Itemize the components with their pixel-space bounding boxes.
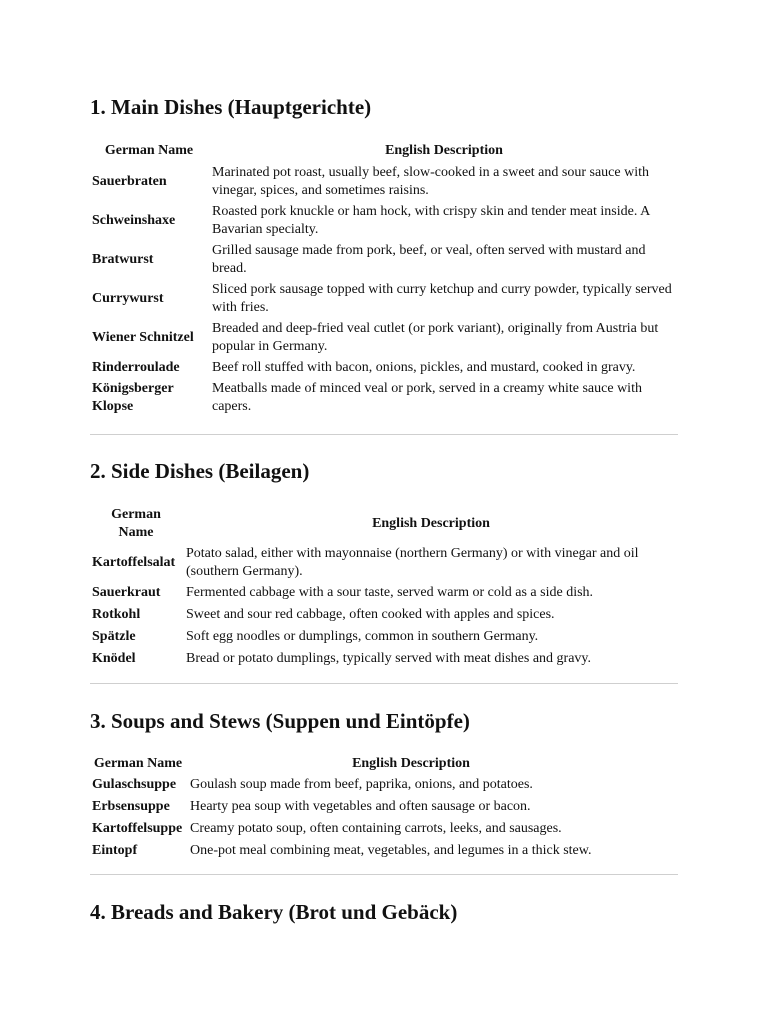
table-row bbox=[90, 378, 678, 417]
table-row bbox=[90, 648, 678, 670]
column-header-english-description: English Description bbox=[372, 516, 490, 531]
german-name-cell: Erbsensuppe bbox=[92, 799, 170, 814]
section-divider bbox=[90, 434, 678, 435]
column-header-german-name: German Name bbox=[111, 507, 161, 540]
description-cell: Roasted pork knuckle or ham hock, with crispy skin and tender meat inside. A Bavarian specialty. bbox=[212, 203, 650, 237]
description-cell: Soft egg noodles or dumplings, common in southern Germany. bbox=[186, 629, 539, 644]
table-row bbox=[90, 357, 678, 378]
description-cell: Sliced pork sausage topped with curry ketchup and curry powder, typically served with fries. bbox=[212, 281, 672, 315]
table-row bbox=[90, 840, 634, 862]
main-dishes-table bbox=[88, 140, 680, 417]
german-name-cell: Knödel bbox=[92, 651, 136, 666]
table-row bbox=[90, 318, 678, 357]
description-cell: Fermented cabbage with a sour taste, served warm or cold as a side dish. bbox=[186, 585, 594, 600]
section-heading-main-dishes: 1. Main Dishes (Hauptgerichte) bbox=[90, 95, 372, 119]
description-cell: Beef roll stuffed with bacon, onions, pickles, and mustard, cooked in gravy. bbox=[212, 359, 636, 375]
german-name-cell: Sauerbraten bbox=[92, 173, 167, 189]
german-name-cell: Kartoffelsuppe bbox=[92, 821, 183, 836]
column-header-english-description: English Description bbox=[385, 143, 503, 158]
description-cell: Hearty pea soup with vegetables and often sausage or bacon. bbox=[190, 799, 531, 814]
table-row bbox=[90, 543, 678, 582]
description-cell: Grilled sausage made from pork, beef, or veal, often served with mustard and bread. bbox=[212, 242, 646, 276]
table-row bbox=[90, 162, 678, 201]
description-cell: Marinated pot roast, usually beef, slow-cooked in a sweet and sour sauce with vinegar, spices, and sometimes raisins. bbox=[212, 164, 649, 198]
section-divider bbox=[90, 874, 678, 875]
section-heading-side-dishes: 2. Side Dishes (Beilagen) bbox=[90, 459, 310, 483]
section-divider bbox=[90, 683, 678, 684]
german-name-cell: Currywurst bbox=[92, 290, 164, 306]
german-name-cell: Bratwurst bbox=[92, 251, 154, 267]
german-name-cell: Kartoffelsalat bbox=[92, 554, 176, 570]
section-heading-breads-bakery: 4. Breads and Bakery (Brot und Gebäck) bbox=[90, 900, 458, 924]
german-name-cell: Eintopf bbox=[92, 843, 138, 858]
table-row bbox=[90, 201, 678, 240]
table-row bbox=[90, 796, 634, 818]
description-cell: Sweet and sour red cabbage, often cooked with apples and spices. bbox=[186, 607, 555, 622]
column-header-german-name: German Name bbox=[104, 143, 194, 158]
german-name-cell: Rotkohl bbox=[92, 607, 141, 622]
description-cell: Creamy potato soup, often containing carrots, leeks, and sausages. bbox=[190, 821, 562, 836]
german-name-cell: Spätzle bbox=[92, 629, 136, 644]
table-row bbox=[90, 582, 678, 604]
section-heading-soups-stews: 3. Soups and Stews (Suppen und Eintöpfe) bbox=[90, 709, 470, 733]
german-name-cell: Schweinshaxe bbox=[92, 212, 176, 228]
table-row bbox=[90, 604, 678, 626]
german-name-cell: Königsberger Klopse bbox=[92, 380, 174, 414]
description-cell: Bread or potato dumplings, typically served with meat dishes and gravy. bbox=[186, 651, 592, 666]
description-cell: One-pot meal combining meat, vegetables, and legumes in a thick stew. bbox=[190, 843, 592, 858]
column-header-english-description: English Description bbox=[352, 755, 470, 771]
soups-stews-table bbox=[88, 753, 636, 862]
column-header-german-name: German Name bbox=[93, 755, 183, 771]
side-dishes-table bbox=[88, 505, 680, 670]
description-cell: Breaded and deep-fried veal cutlet (or pork variant), originally from Austria but popular in Germany. bbox=[212, 320, 659, 354]
description-cell: Goulash soup made from beef, paprika, onions, and potatoes. bbox=[190, 777, 533, 792]
table-row bbox=[90, 240, 678, 279]
table-row bbox=[90, 774, 634, 796]
table-row bbox=[90, 279, 678, 318]
german-name-cell: Gulaschsuppe bbox=[92, 777, 177, 792]
table-row bbox=[90, 626, 678, 648]
table-row bbox=[90, 818, 634, 840]
description-cell: Meatballs made of minced veal or pork, served in a creamy white sauce with capers. bbox=[212, 380, 642, 414]
description-cell: Potato salad, either with mayonnaise (northern Germany) or with vinegar and oil (southern Germany). bbox=[186, 545, 639, 579]
german-name-cell: Sauerkraut bbox=[92, 585, 161, 600]
german-name-cell: Wiener Schnitzel bbox=[92, 329, 194, 345]
german-name-cell: Rinderroulade bbox=[92, 359, 180, 375]
